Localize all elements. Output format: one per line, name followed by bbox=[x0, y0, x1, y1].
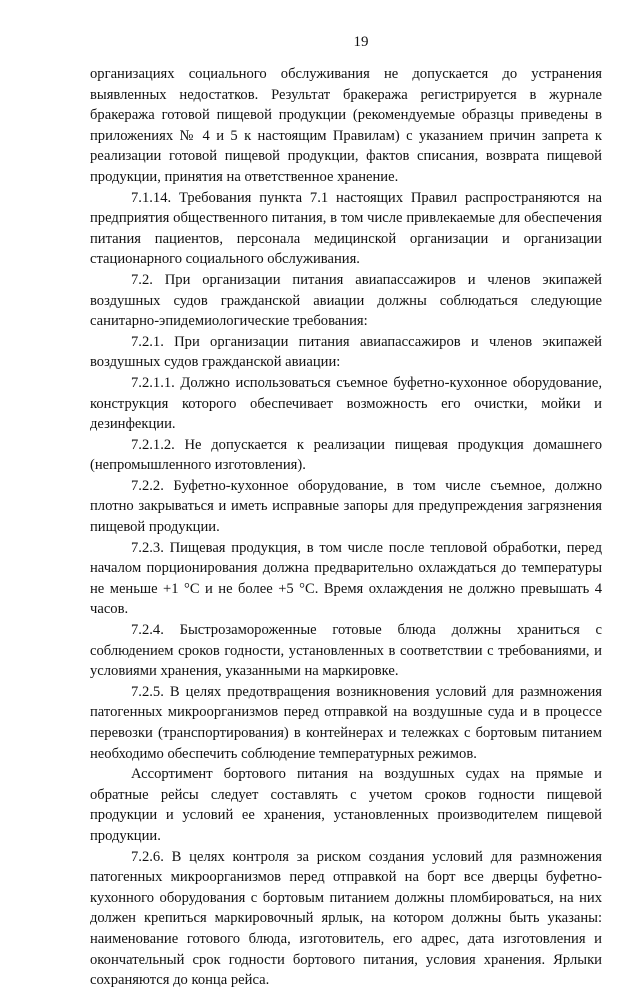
page-number: 19 bbox=[353, 34, 369, 50]
paragraph-7-2: 7.2. При организации питания авиапассажиров и членов экипажей воздушных судов гражданской авиации должны соблюдаться следующие санитарно-эпидемиологические требования: bbox=[90, 271, 602, 330]
paragraph-7-2-1-2: 7.2.1.2. Не допускается к реализации пищевая продукция домашнего (непромышленного изготовления). bbox=[90, 436, 602, 474]
paragraph-7-2-6: 7.2.6. В целях контроля за риском создания условий для размножения патогенных микроорганизмов перед отправкой на борт все дверцы буфетно-кухонного оборудования с бортовым питанием должны пломбироваться, на них должен крепиться маркировочный ярлык, на котором должны быть указаны: наименование готового блюда, изготовитель, его адрес, дата изготовления и окончательный срок годности бортового питания, условия хранения. Ярлыки сохраняются до конца рейса. bbox=[90, 848, 602, 989]
paragraph-7-1-14: 7.1.14. Требования пункта 7.1 настоящих Правил распространяются на предприятия общественного питания, в том числе привлекаемые для обеспечения питания пациентов, персонала медицинской организации и организации стационарного социального обслуживания. bbox=[90, 189, 602, 268]
paragraph-7-2-1: 7.2.1. При организации питания авиапассажиров и членов экипажей воздушных судов гражданской авиации: bbox=[90, 333, 602, 371]
document-body bbox=[90, 64, 602, 991]
paragraph-7-2-2: 7.2.2. Буфетно-кухонное оборудование, в том числе съемное, должно плотно закрываться и иметь исправные запоры для предупреждения загрязнения пищевой продукции. bbox=[90, 477, 602, 536]
paragraph-7-2-4: 7.2.4. Быстрозамороженные готовые блюда должны храниться с соблюдением сроков годности, установленных в соответствии с требованиями, и условиями хранения, указанными на маркировке. bbox=[90, 622, 602, 680]
paragraph-7-2-3: 7.2.3. Пищевая продукция, в том числе после тепловой обработки, перед началом порционирования должна предварительно охлаждаться до температуры не меньше +1 °С и не более +5 °С. Время охлаждения не должно превышать 4 часов. bbox=[90, 539, 602, 618]
paragraph-7-2-1-1: 7.2.1.1. Должно использоваться съемное буфетно-кухонное оборудование, конструкция которого обеспечивает возможность его очистки, мойки и дезинфекции. bbox=[90, 374, 602, 433]
paragraph-continuation: организациях социального обслуживания не допускается до устранения выявленных недостатков. Результат бракеража регистрируется в журнале бракеража готовой пищевой продукции (рекомендуемые образцы приведены в приложениях № 4 и 5 к настоящим Правилам) с указанием причин запрета к реализации готовой пищевой продукции, фактов списания, возврата пищевой продукции, принятия на ответственное хранение. bbox=[90, 66, 602, 185]
paragraph-assortment: Ассортимент бортового питания на воздушных судах на прямые и обратные рейсы следует составлять с учетом сроков годности пищевой продукции и условий ее хранения, установленных производителем пищевой продукции. bbox=[90, 766, 602, 844]
paragraph-7-2-5: 7.2.5. В целях предотвращения возникновения условий для размножения патогенных микроорганизмов перед отправкой на воздушные суда и в процессе перевозки (транспортирования) в контейнерах и тележках с бортовым питанием необходимо обеспечить соблюдение температурных режимов. bbox=[90, 683, 602, 762]
